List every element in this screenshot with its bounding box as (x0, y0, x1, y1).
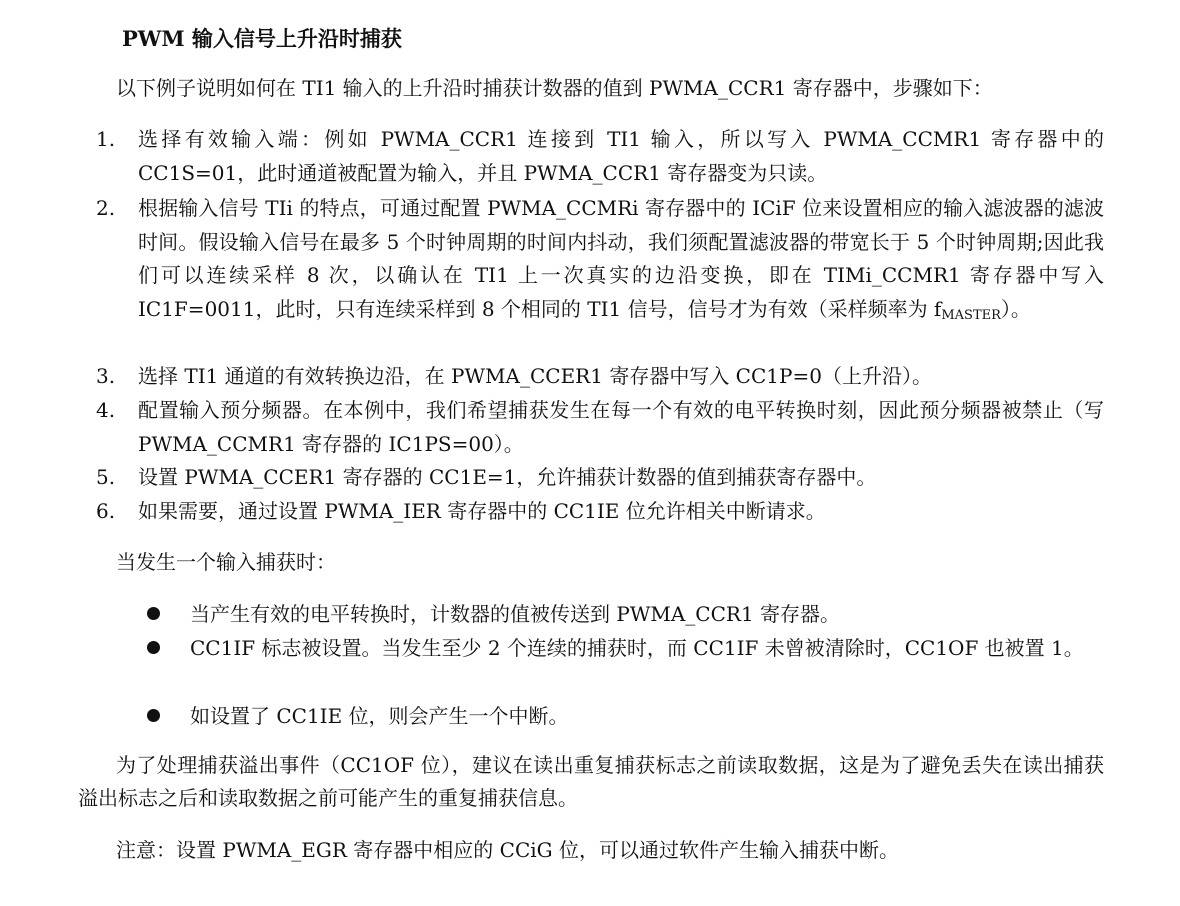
list-number: 2. (96, 196, 116, 220)
intro-paragraph: 以下例子说明如何在 TI1 输入的上升沿时捕获计数器的值到 PWMA_CCR1 寄存器中，步骤如下： (116, 76, 993, 100)
section-heading: PWM 输入信号上升沿时捕获 (122, 26, 402, 51)
list-item (96, 192, 1104, 332)
list-text: 如果需要，通过设置 PWMA_IER 寄存器中的 CC1IE 位允许相关中断请求。 (138, 499, 826, 523)
list-text: 选择 TI1 通道的有效转换边沿，在 PWMA_CCER1 寄存器中写入 CC1P=0（上升沿）。 (138, 364, 932, 388)
list-text: 当产生有效的电平转换时，计数器的值被传送到 PWMA_CCR1 寄存器。 (190, 602, 841, 626)
list-number: 5. (96, 465, 116, 489)
list-text: 选择有效输入端：例如 PWMA_CCR1 连接到 TI1 输入，所以写入 PWMA_CCMR1 寄存器中的 CC1S=01，此时通道被配置为输入，并且 PWMA_CCR1 寄存器变为只读。 (138, 127, 1104, 185)
list-item (140, 597, 1104, 631)
list-number: 1. (96, 127, 116, 151)
list-text-part: ）。 (1000, 296, 1031, 321)
list-text: 设置 PWMA_CCER1 寄存器的 CC1E=1，允许捕获计数器的值到捕获寄存器中。 (138, 465, 877, 489)
list-item (96, 123, 1104, 190)
list-item (96, 461, 1104, 495)
bullet-icon (147, 709, 160, 722)
list-item (96, 495, 1104, 529)
list-number: 6. (96, 499, 116, 523)
list-number: 4. (96, 398, 116, 422)
list-text: 配置输入预分频器。在本例中，我们希望捕获发生在每一个有效的电平转换时刻，因此预分频器被禁止（写 PWMA_CCMR1 寄存器的 IC1PS=00）。 (138, 398, 1104, 456)
note-paragraph: 注意：设置 PWMA_EGR 寄存器中相应的 CCiG 位，可以通过软件产生输入捕获中断。 (116, 838, 899, 862)
bullet-icon (147, 607, 160, 620)
list-number: 3. (96, 364, 116, 388)
list-item (96, 394, 1104, 461)
list-item (140, 631, 1104, 665)
bullet-icon (147, 641, 160, 654)
list-text: 如设置了 CC1IE 位，则会产生一个中断。 (190, 704, 569, 728)
list-item (96, 360, 1104, 394)
overflow-paragraph: 为了处理捕获溢出事件（CC1OF 位），建议在读出重复捕获标志之前读取数据，这是为了避免丢失在读出捕获溢出标志之后和读取数据之前可能产生的重复捕获信息。 (78, 753, 1104, 810)
capture-intro: 当发生一个输入捕获时： (116, 550, 336, 574)
list-text-part: 根据输入信号 TIi 的特点，可通过配置 PWMA_CCMRi 寄存器中的 ICiF 位来设置相应的输入滤波器的滤波时间。假设输入信号在最多 5 个时钟周期的时间内抖动，我们须配置滤波器的带宽长于 5 个时钟周期;因此我们可以连续采样 8 次，以确认在 TI1 上一次真实的边沿变换，即在 TIMi_CCMR1 寄存器中写入 IC1F=0011，此时，只有连续采样到 8 个相同的 TI1 信号，信号才为有效（采样频率为 f (138, 196, 1104, 321)
list-text: CC1IF 标志被设置。当发生至少 2 个连续的捕获时，而 CC1IF 未曾被清除时，CC1OF 也被置 1。 (190, 636, 1084, 660)
list-item (140, 699, 1104, 733)
list-text (138, 192, 1104, 332)
subscript: MASTER (941, 307, 1001, 323)
